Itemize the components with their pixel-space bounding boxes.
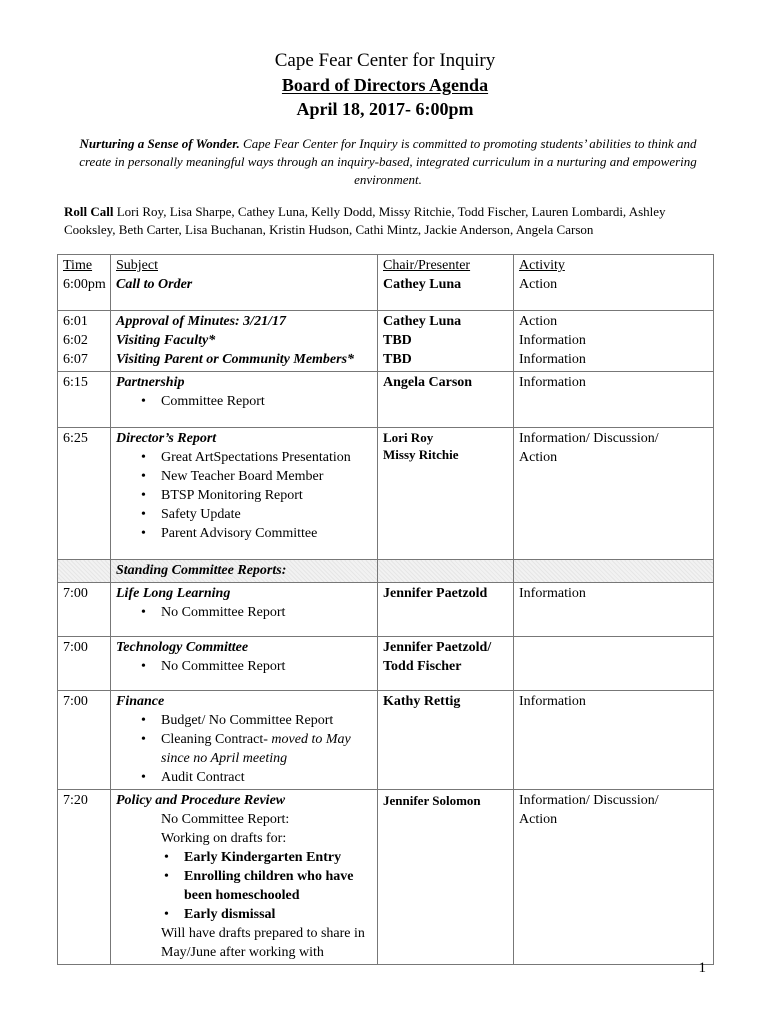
page-number: 1 (698, 960, 706, 976)
row-subject: Approval of Minutes: 3/21/17 (116, 314, 286, 329)
row-time: 7:00 (63, 586, 88, 601)
standing-committee-label: Standing Committee Reports: (116, 563, 287, 578)
organization-name: Cape Fear Center for Inquiry (274, 50, 496, 71)
list-item-note: moved to May since no April meeting (161, 732, 351, 766)
row-time: 7:00 (63, 640, 88, 655)
row-activity: Information (519, 333, 586, 348)
table-header-row (58, 255, 714, 311)
row-line: Working on drafts for: (161, 831, 287, 846)
meeting-date: April 18, 2017- 6:00pm (296, 99, 474, 119)
row-chair: Jennifer Paetzold (383, 586, 488, 601)
row-time: 7:20 (63, 793, 88, 808)
agenda-table (57, 254, 714, 965)
list-item: • Great ArtSpectations Presentation (161, 448, 372, 467)
row-time: 6:15 (63, 375, 88, 390)
row-time: 7:00 (63, 694, 88, 709)
row-activity: Action (519, 314, 558, 329)
row-subject: Visiting Faculty* (116, 333, 216, 348)
list-item: • New Teacher Board Member (161, 467, 372, 486)
standing-committee-row (58, 560, 714, 583)
table-row (58, 790, 714, 965)
row-activity: Action (519, 812, 558, 827)
row-line: Will have drafts prepared to share in May/June after working with (161, 926, 365, 960)
row-time: 6:01 (63, 314, 88, 329)
row-subject: Call to Order (116, 277, 193, 292)
row-subject: Life Long Learning (116, 586, 231, 601)
list-item: • No Committee Report (161, 603, 372, 622)
row-subject: Policy and Procedure Review (116, 793, 286, 808)
row-activity: Information (519, 694, 586, 709)
list-item: • Enrolling children who have been homeschooled (184, 867, 372, 905)
roll-call-names: Lori Roy, Lisa Sharpe, Cathey Luna, Kelly Dodd, Missy Ritchie, Todd Fischer, Lauren Lombardi, Ashley Cooksley, Beth Carter, Lisa Buchanan, Kristin Hudson, Cathi Mintz, Jackie Anderson, Angela Carson (64, 204, 666, 237)
row-activity: Action (519, 277, 558, 292)
list-item: • Safety Update (161, 505, 372, 524)
table-row (58, 428, 714, 560)
list-item: • Budget/ No Committee Report (161, 711, 372, 730)
row-subject: Partnership (116, 375, 185, 390)
table-row (58, 311, 714, 372)
header-activity: Activity (519, 258, 565, 273)
header-subject: Subject (116, 258, 158, 273)
table-row (58, 583, 714, 637)
document-header (0, 50, 770, 120)
row-chair: Lori Roy (383, 430, 434, 445)
roll-call-label: Roll Call (64, 204, 114, 219)
row-activity: Information (519, 352, 586, 367)
list-item: • Early dismissal (184, 905, 372, 924)
row-activity: Information (519, 586, 586, 601)
row-time: 6:07 (63, 352, 88, 367)
roll-call (64, 203, 714, 239)
row-subject: Finance (116, 694, 165, 709)
list-item: • Audit Contract (161, 768, 372, 787)
row-activity: Action (519, 450, 558, 465)
row-chair: Jennifer Solomon (383, 793, 481, 808)
table-row (58, 691, 714, 790)
list-item: • Committee Report (161, 392, 372, 411)
list-item: • No Committee Report (161, 657, 372, 676)
row-chair: Jennifer Paetzold/ (383, 640, 492, 655)
row-chair: Todd Fischer (383, 659, 462, 674)
list-item: • Early Kindergarten Entry (184, 848, 372, 867)
header-chair: Chair/Presenter (383, 258, 471, 273)
row-subject: Director’s Report (116, 431, 217, 446)
row-chair: Kathy Rettig (383, 694, 461, 709)
agenda-title: Board of Directors Agenda (281, 75, 489, 95)
row-time: 6:00pm (63, 277, 106, 292)
row-line: No Committee Report: (161, 812, 290, 827)
table-row (58, 372, 714, 428)
row-chair: Angela Carson (383, 375, 473, 390)
row-activity: Information/ Discussion/ (519, 431, 659, 446)
table-row (58, 637, 714, 691)
list-item: • Parent Advisory Committee (161, 524, 372, 543)
row-time: 6:25 (63, 431, 88, 446)
row-chair: TBD (383, 333, 412, 348)
row-activity: Information (519, 375, 586, 390)
row-activity: Information/ Discussion/ (519, 793, 659, 808)
mission-text: Cape Fear Center for Inquiry is committed to promoting students’ abilities to think and create in personally meaningful ways through an inquiry-based, integrated curriculum in a nurturing and empowering environment. (79, 136, 697, 187)
list-item: • Cleaning Contract- moved to May since no April meeting (161, 730, 372, 768)
row-chair: TBD (383, 352, 412, 367)
mission-lead: Nurturing a Sense of Wonder. (79, 136, 240, 151)
row-subject: Technology Committee (116, 640, 249, 655)
row-subject: Visiting Parent or Community Members* (116, 352, 355, 367)
header-time: Time (63, 258, 93, 273)
list-item: • BTSP Monitoring Report (161, 486, 372, 505)
row-chair: Missy Ritchie (383, 447, 459, 462)
row-chair: Cathey Luna (383, 277, 462, 292)
row-time: 6:02 (63, 333, 88, 348)
mission-statement (64, 135, 712, 189)
row-chair: Cathey Luna (383, 314, 462, 329)
